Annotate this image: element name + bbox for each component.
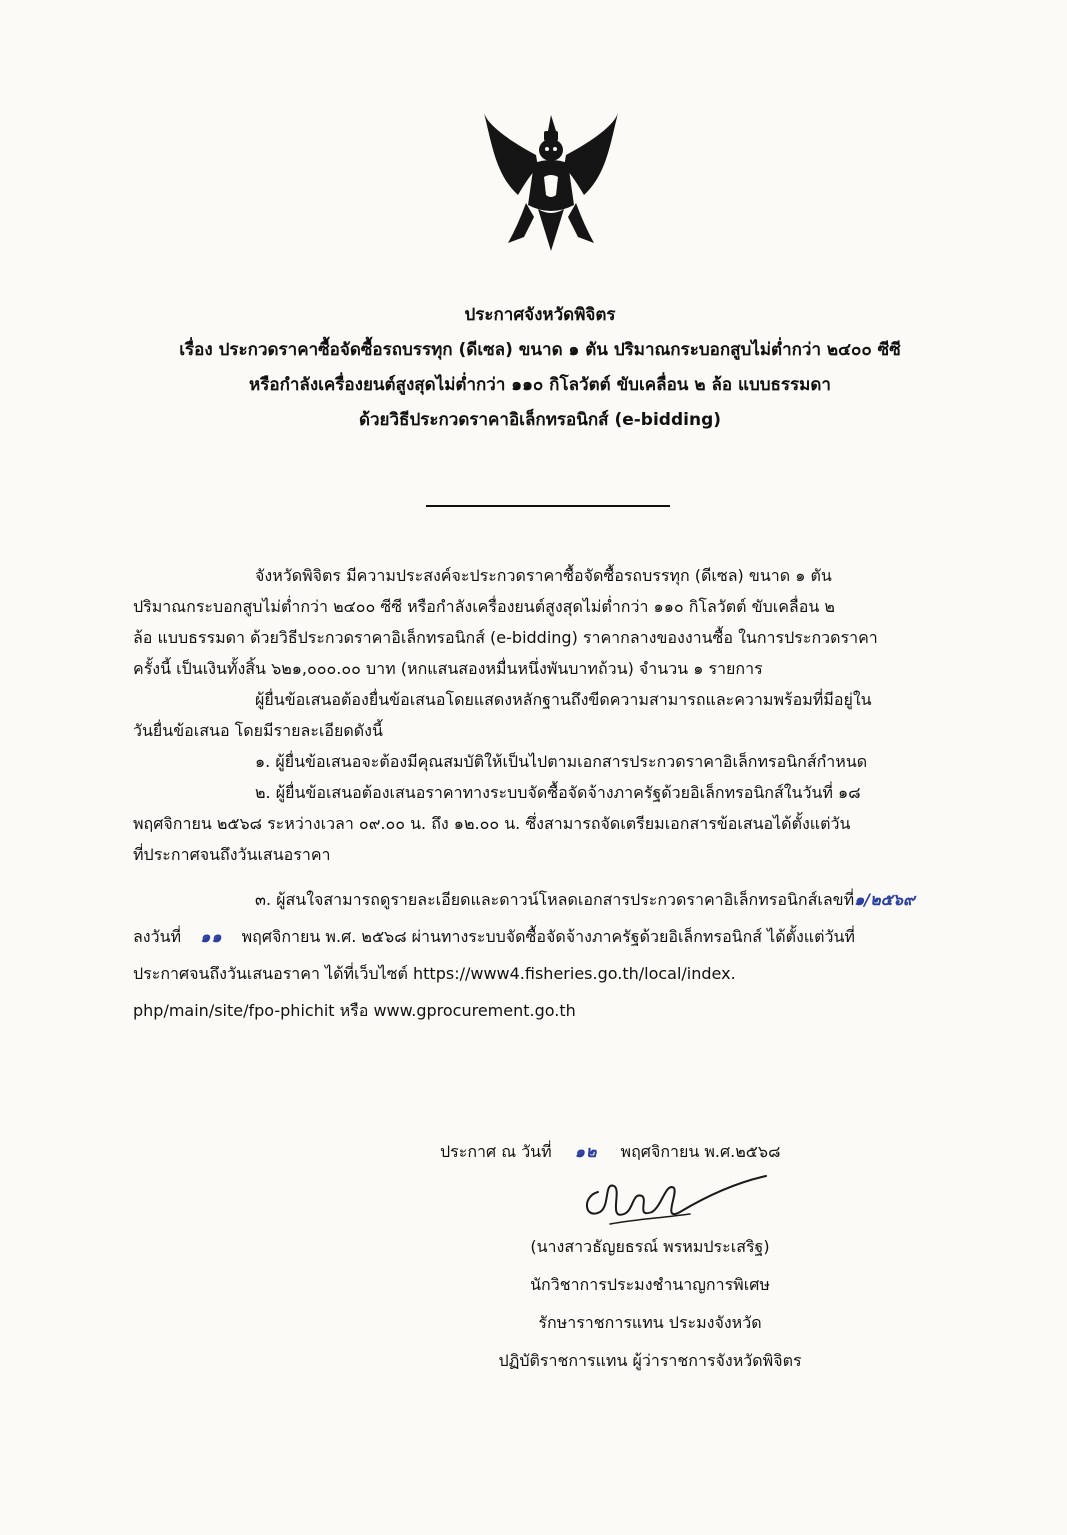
body-p1-line3: ล้อ แบบธรรมดา ด้วยวิธีประกวดราคาอิเล็กทรอนิกส์ (e-bidding) ราคากลางของงานซื้อ ในการประกวดราคา <box>133 628 878 647</box>
signatory-details <box>380 1228 920 1380</box>
signatory-position-2: รักษาราชการแทน ประมงจังหวัด <box>538 1313 762 1332</box>
body-item3-line2 <box>133 921 953 952</box>
handwritten-doc-number: ๑/๒๕๖๙ <box>854 890 915 909</box>
body-p1-line4: ครั้งนี้ เป็นเงินทั้งสิ้น ๖๒๑,๐๐๐.๐๐ บาท (หกแสนสองหมื่นหนึ่งพันบาทถ้วน) จำนวน ๑ รายการ <box>133 659 763 678</box>
handwritten-date-day: ๑๒ <box>574 1142 598 1161</box>
title-line-1: ประกาศจังหวัดพิจิตร <box>464 305 616 325</box>
body-item3-line3: ประกาศจนถึงวันเสนอราคา ได้ที่เว็บไซต์ https://www4.fisheries.go.th/local/index. <box>133 964 736 983</box>
item3-dated-rest: พฤศจิกายน พ.ศ. ๒๕๖๘ ผ่านทางระบบจัดซื้อจัดจ้างภาครัฐด้วยอิเล็กทรอนิกส์ ได้ตั้งแต่วันที่ <box>241 927 855 946</box>
body-p1-line1: จังหวัดพิจิตร มีความประสงค์จะประกวดราคาซื้อจัดซื้อรถบรรทุก (ดีเซล) ขนาด ๑ ตัน <box>255 566 832 585</box>
body-item3-line4: php/main/site/fpo-phichit หรือ www.gprocurement.go.th <box>133 1001 576 1020</box>
garuda-emblem-icon <box>478 105 624 255</box>
body-p1-line2: ปริมาณกระบอกสูบไม่ต่ำกว่า ๒๔๐๐ ซีซี หรือกำลังเครื่องยนต์สูงสุดไม่ต่ำกว่า ๑๑๐ กิโลวัตต์ ขับเคลื่อน ๒ <box>133 597 835 616</box>
body-item2-line2: พฤศจิกายน ๒๕๖๘ ระหว่างเวลา ๐๙.๐๐ น. ถึง ๑๒.๐๐ น. ซึ่งสามารถจัดเตรียมเอกสารข้อเสนอได้ตั้งแต่วัน <box>133 814 851 833</box>
signatory-name: (นางสาวธัญยธรณ์ พรหมประเสริฐ) <box>530 1237 770 1256</box>
body-p2-line2: วันยื่นข้อเสนอ โดยมีรายละเอียดดังนี้ <box>133 721 383 740</box>
signatory-position-1: นักวิชาการประมงชำนาญการพิเศษ <box>530 1275 770 1294</box>
handwritten-signature <box>570 1162 770 1232</box>
date-prefix: ประกาศ ณ วันที่ <box>440 1142 552 1161</box>
signatory-position-3: ปฏิบัติราชการแทน ผู้ว่าราชการจังหวัดพิจิตร <box>498 1351 802 1370</box>
handwritten-day: ๑๑ <box>200 927 223 946</box>
body-item1: ๑. ผู้ยื่นข้อเสนอจะต้องมีคุณสมบัติให้เป็นไปตามเอกสารประกวดราคาอิเล็กทรอนิกส์กำหนด <box>255 752 868 771</box>
title-line-4: ด้วยวิธีประกวดราคาอิเล็กทรอนิกส์ (e-bidding) <box>358 410 722 430</box>
date-suffix: พฤศจิกายน พ.ศ.๒๕๖๘ <box>620 1142 781 1161</box>
announcement-body <box>133 560 953 1026</box>
title-line-3: หรือกำลังเครื่องยนต์สูงสุดไม่ต่ำกว่า ๑๑๐ กิโลวัตต์ ขับเคลื่อน ๒ ล้อ แบบธรรมดา <box>249 375 831 395</box>
body-item3-line1 <box>133 884 953 915</box>
body-item2-line3: ที่ประกาศจนถึงวันเสนอราคา <box>133 845 331 864</box>
item3-dated-label: ลงวันที่ <box>133 927 182 946</box>
body-p2-line1: ผู้ยื่นข้อเสนอต้องยื่นข้อเสนอโดยแสดงหลักฐานถึงขีดความสามารถและความพร้อมที่มีอยู่ใน <box>255 690 872 709</box>
body-item2-line1: ๒. ผู้ยื่นข้อเสนอต้องเสนอราคาทางระบบจัดซื้อจัดจ้างภาครัฐด้วยอิเล็กทรอนิกส์ในวันที่ ๑๘ <box>255 783 861 802</box>
announcement-title <box>100 300 980 435</box>
item3-text: ๓. ผู้สนใจสามารถดูรายละเอียดและดาวน์โหลดเอกสารประกวดราคาอิเล็กทรอนิกส์เลขที่ <box>255 890 855 909</box>
title-divider <box>426 505 670 507</box>
title-line-2: เรื่อง ประกวดราคาซื้อจัดซื้อรถบรรทุก (ดีเซล) ขนาด ๑ ตัน ปริมาณกระบอกสูบไม่ต่ำกว่า ๒๔๐๐ ซีซี <box>179 340 901 360</box>
